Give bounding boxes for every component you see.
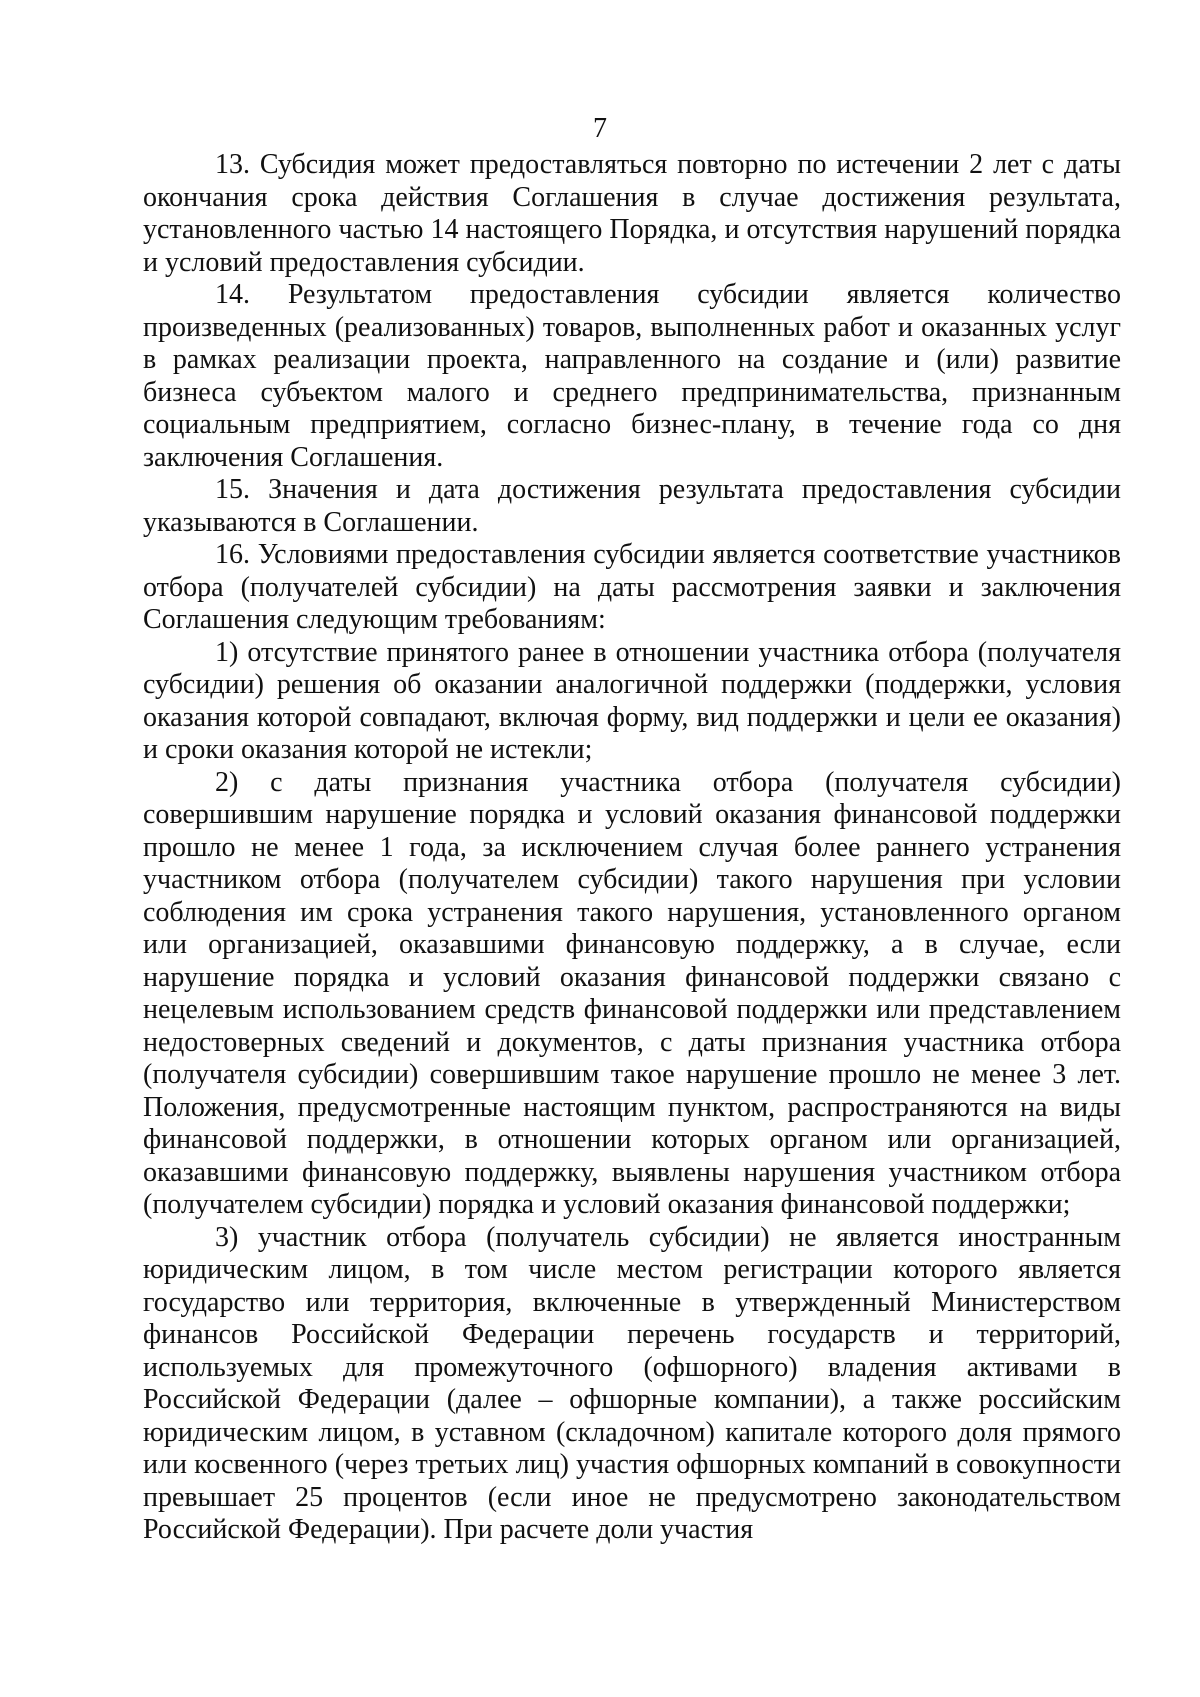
paragraph-13: 13. Субсидия может предоставляться повторно по истечении 2 лет с даты окончания срока действия Соглашения в случае достижения результата, установленного частью 14 настоящего Порядка, и отсутствия нарушений порядка и условий предоставления субсидии. <box>143 149 1121 278</box>
paragraph-16-item-1: 1) отсутствие принятого ранее в отношении участника отбора (получателя субсидии) решения об оказании аналогичной поддержки (поддержки, условия оказания которой совпадают, включая форму, вид поддержки и цели ее оказания) и сроки оказания которой не истекли; <box>143 636 1121 765</box>
document-body <box>143 149 1121 1547</box>
paragraph-14: 14. Результатом предоставления субсидии является количество произведенных (реализованных) товаров, выполненных работ и оказанных услуг в рамках реализации проекта, направленного на создание и (или) развитие бизнеса субъектом малого и среднего предпринимательства, признанным социальным предприятием, согласно бизнес-плану, в течение года со дня заключения Соглашения. <box>143 279 1121 473</box>
paragraph-16-item-2: 2) с даты признания участника отбора (получателя субсидии) совершившим нарушение порядка и условий оказания финансовой поддержки прошло не менее 1 года, за исключением случая более раннего устранения участником отбора (получателем субсидии) такого нарушения при условии соблюдения им срока устранения такого нарушения, установленного органом или организацией, оказавшими финансовую поддержку, а в случае, если нарушение порядка и условий оказания финансовой поддержки связано с нецелевым использованием средств финансовой поддержки или представлением недостоверных сведений и документов, с даты признания участника отбора (получателя субсидии) совершившим такое нарушение прошло не менее 3 лет. Положения, предусмотренные настоящим пунктом, распространяются на виды финансовой поддержки, в отношении которых органом или организацией, оказавшими финансовую поддержку, выявлены нарушения участником отбора (получателем субсидии) порядка и условий оказания финансовой поддержки; <box>143 766 1121 1220</box>
paragraph-16: 16. Условиями предоставления субсидии является соответствие участников отбора (получателей субсидии) на даты рассмотрения заявки и заключения Соглашения следующим требованиям: <box>143 539 1121 635</box>
paragraph-16-item-3: 3) участник отбора (получатель субсидии) не является иностранным юридическим лицом, в том числе местом регистрации которого является государство или территория, включенные в утвержденный Министерством финансов Российской Федерации перечень государств и территорий, используемых для промежуточного (офшорного) владения активами в Российской Федерации (далее – офшорные компании), а также российским юридическим лицом, в уставном (складочном) капитале которого доля прямого или косвенного (через третьих лиц) участия офшорных компаний в совокупности превышает 25 процентов (если иное не предусмотрено законодательством Российской Федерации). При расчете доли участия <box>143 1221 1121 1545</box>
page-number: 7 <box>593 113 607 144</box>
paragraph-15: 15. Значения и дата достижения результата предоставления субсидии указываются в Соглашении. <box>143 474 1121 538</box>
